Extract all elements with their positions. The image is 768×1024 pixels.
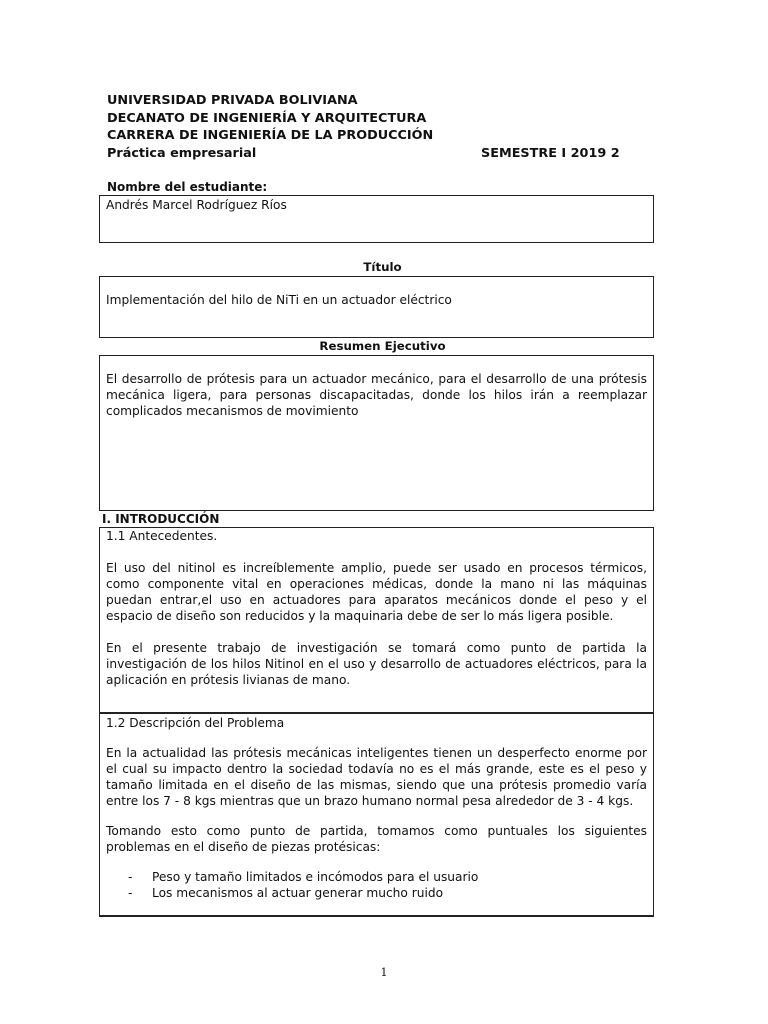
page-number: 1 — [380, 966, 388, 979]
course-row — [107, 145, 620, 163]
summary-box — [99, 355, 654, 511]
career-name: CARRERA DE INGENIERÍA DE LA PRODUCCIÓN — [107, 128, 434, 143]
deanery-name: DECANATO DE INGENIERÍA Y ARQUITECTURA — [107, 110, 427, 126]
problem-list — [106, 869, 647, 901]
problem-box — [99, 713, 654, 917]
list-item: - Los mecanismos al actuar generar mucho ruido — [128, 885, 647, 901]
title-label: Título — [363, 260, 402, 274]
problem-heading: 1.2 Descripción del Problema — [106, 716, 285, 730]
document-header — [107, 92, 620, 162]
title-box — [99, 276, 654, 338]
problem-paragraph-2: Tomando esto como punto de partida, tomamos como puntuales los siguientes problemas en el diseño de piezas protésicas: — [106, 824, 647, 854]
title-value: Implementación del hilo de NiTi en un actuador eléctrico — [106, 293, 452, 307]
background-box — [99, 527, 654, 713]
list-item: - Peso y tamaño limitados e incómodos para el usuario — [128, 869, 647, 885]
student-name: Andrés Marcel Rodríguez Ríos — [106, 198, 287, 212]
background-paragraph-1: El uso del nitinol es increíblemente amplio, puede ser usado en procesos térmicos, como componente vital en operaciones médicas, donde la mano ni las máquinas puedan entrar,el uso en actuadores para aparatos mecánicos donde el peso y el espacio de diseño son reducidos y la maquinaria debe de ser lo más ligera posible. — [106, 561, 647, 623]
semester-label: SEMESTRE I 2019 2 — [481, 145, 620, 161]
student-label: Nombre del estudiante: — [107, 180, 268, 194]
student-name-box — [99, 195, 654, 243]
problem-paragraph-1: En la actualidad las prótesis mecánicas inteligentes tienen un desperfecto enorme por el cual su impacto dentro la sociedad todavía no es el más grande, este es el peso y tamaño limitada en el diseño de las mismas, siendo que una prótesis promedio varía entre los 7 - 8 kgs mientras que un brazo humano normal pesa alrededor de 3 - 4 kgs. — [106, 746, 647, 808]
background-heading: 1.1 Antecedentes. — [106, 529, 218, 543]
course-name: Práctica empresarial — [107, 145, 257, 161]
summary-label: Resumen Ejecutivo — [319, 339, 446, 353]
summary-text: El desarrollo de prótesis para un actuador mecánico, para el desarrollo de una prótesis mecánica ligera, para personas discapacitadas, donde los hilos irán a reemplazar complicados mecanismos de movimiento — [106, 372, 647, 418]
background-paragraph-2: En el presente trabajo de investigación se tomará como punto de partida la investigación de los hilos Nitinol en el uso y desarrollo de actuadores eléctricos, para la aplicación en prótesis livianas de mano. — [106, 641, 647, 687]
introduction-heading: I. INTRODUCCIÓN — [102, 512, 220, 526]
university-name: UNIVERSIDAD PRIVADA BOLIVIANA — [107, 93, 358, 108]
